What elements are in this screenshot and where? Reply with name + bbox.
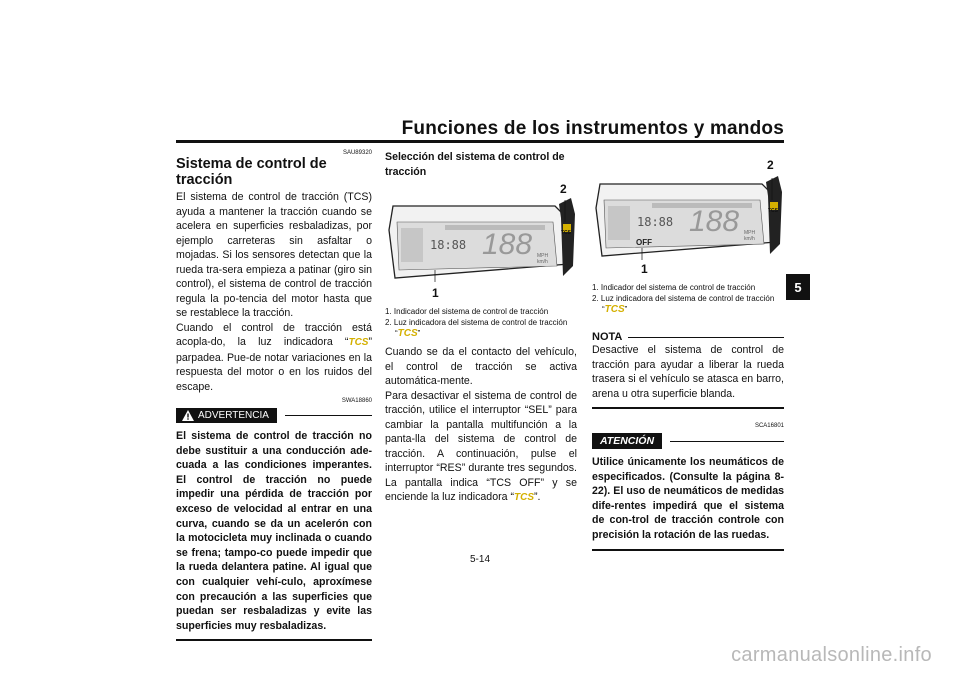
warning-text: El sistema de control de tracción no debe sustituir a una conducción ade-cuada a las condiciones imperantes. El control de tracción no puede impedir una pérdida de tracción por exceso de velocidad al entrar en una curva, cuando se da un acelerón con la motocicleta muy inclinada o cuando se frena; tampo-co puede impedir que la rueda delantera patine. Al igual que con cualquier vehí-culo, aproxímese con precaución a las superficies que puedan ser resbaladizas y evite las superficies muy resbaladizas. <box>176 430 372 632</box>
right-column <box>592 282 784 551</box>
page-header-title: Funciones de los instrumentos y mandos <box>401 118 784 139</box>
callout-2-right: 2 <box>767 158 774 172</box>
tcs-indicator-icon: TCS <box>397 328 418 339</box>
tcs-indicator-icon: TCS <box>348 337 369 348</box>
speed-units-kmh-off: km/h <box>744 236 755 242</box>
atencion-rule <box>670 441 784 442</box>
atencion-text: Utilice únicamente los neumáticos de especificados. (Consulte la página 8-22). El uso de neumáticos de medidas dife-rentes impedirá que el sistema de con-trol de tracción controle con precisión la rotación de las ruedas. <box>592 456 784 541</box>
clock-readout: 18:88 <box>430 238 467 252</box>
nota-rule <box>628 337 784 338</box>
middle-text <box>385 306 577 506</box>
speed-units-mph: MPH <box>537 253 549 259</box>
nota-header <box>592 331 784 343</box>
atencion-header <box>592 433 784 449</box>
section-code: SAU89320 <box>342 150 372 156</box>
indicator-paragraph: Cuando el control de tracción está acopla-do, la luz indicadora “TCS” parpadea. Pue-de notar variaciones en la respuesta del motor o en los ruidos del escape. <box>176 321 372 393</box>
legend-item-2-right: 2. Luz indicadora del sistema de control de tracción “TCS” <box>592 294 775 315</box>
callout-1: 1 <box>432 286 439 300</box>
tcs-figure-label-off: TCS <box>768 208 778 214</box>
deactivate-paragraph: Para desactivar el sistema de control de tracción, utilice el interruptor “SEL” para cambiar la pantalla multifunción a la panta-lla del sistema de control de tracción. A continuación, pulse el interruptor “RES” durante tres segundos. La pantalla indica “TCS OFF” y se enciende la luz indicadora “TCS”. <box>385 389 577 503</box>
callout-1-right: 1 <box>641 262 648 276</box>
multifunction-display-text: OFF <box>636 238 652 247</box>
contact-paragraph: Cuando se da el contacto del vehículo, el control de tracción se activa automática-mente. <box>385 346 577 387</box>
intro-paragraph: El sistema de control de tracción (TCS) ayuda a mantener la tracción cuando se acelera en superficies resbaladizas, por ejemplo carreteras sin asfaltar o mojadas. Si los sensores detectan que la rueda tra-sera empieza a patinar (giro sin control), el sistema de control de tracción regula la po-tencia del motor hasta que se restablece la tracción. <box>176 191 372 319</box>
nota-text: Desactive el sistema de control de tracción para ayudar a liberar la rueda trasera si el vehículo se atasca en barro, arena u otra superficie blanda. <box>592 344 784 400</box>
speed-readout: 188 <box>482 228 533 261</box>
speed-units-kmh: km/h <box>537 259 548 265</box>
nota-end-rule <box>592 407 784 409</box>
header-divider <box>176 140 784 143</box>
tcs-figure-label: TCS <box>561 230 571 236</box>
warning-code: SWA18860 <box>341 398 372 404</box>
warning-end-rule <box>176 639 372 641</box>
legend-item-1-right: 1. Indicador del sistema de control de tracción <box>592 283 756 292</box>
warning-label: ADVERTENCIA <box>198 410 269 421</box>
atencion-end-rule <box>592 549 784 551</box>
page-number: 5-14 <box>469 554 490 565</box>
nota-label: NOTA <box>592 331 623 343</box>
legend-item-2: 2. Luz indicadora del sistema de control de tracción “TCS” <box>385 318 568 339</box>
clock-readout-off: 18:88 <box>637 215 674 229</box>
warning-badge <box>176 408 277 423</box>
middle-column <box>385 150 577 179</box>
caution-code: SCA16801 <box>754 423 784 429</box>
section-heading: Sistema de control de tracción <box>176 156 327 188</box>
atencion-badge: ATENCIÓN <box>592 433 662 449</box>
tcs-indicator-icon: TCS <box>604 304 625 315</box>
speed-units-mph-off: MPH <box>744 230 756 236</box>
warning-header <box>176 408 372 423</box>
tcs-indicator-icon: TCS <box>513 492 534 503</box>
left-column <box>176 150 372 641</box>
warning-triangle-icon <box>182 410 194 421</box>
speed-readout-off: 188 <box>689 205 740 238</box>
legend-item-1: 1. Indicador del sistema de control de tracción <box>385 307 549 316</box>
selection-heading: Selección del sistema de control de tracción <box>385 151 565 178</box>
warning-rule <box>285 415 372 416</box>
chapter-tab: 5 <box>786 274 810 300</box>
callout-2: 2 <box>560 182 567 196</box>
watermark: carmanualsonline.info <box>731 644 932 666</box>
